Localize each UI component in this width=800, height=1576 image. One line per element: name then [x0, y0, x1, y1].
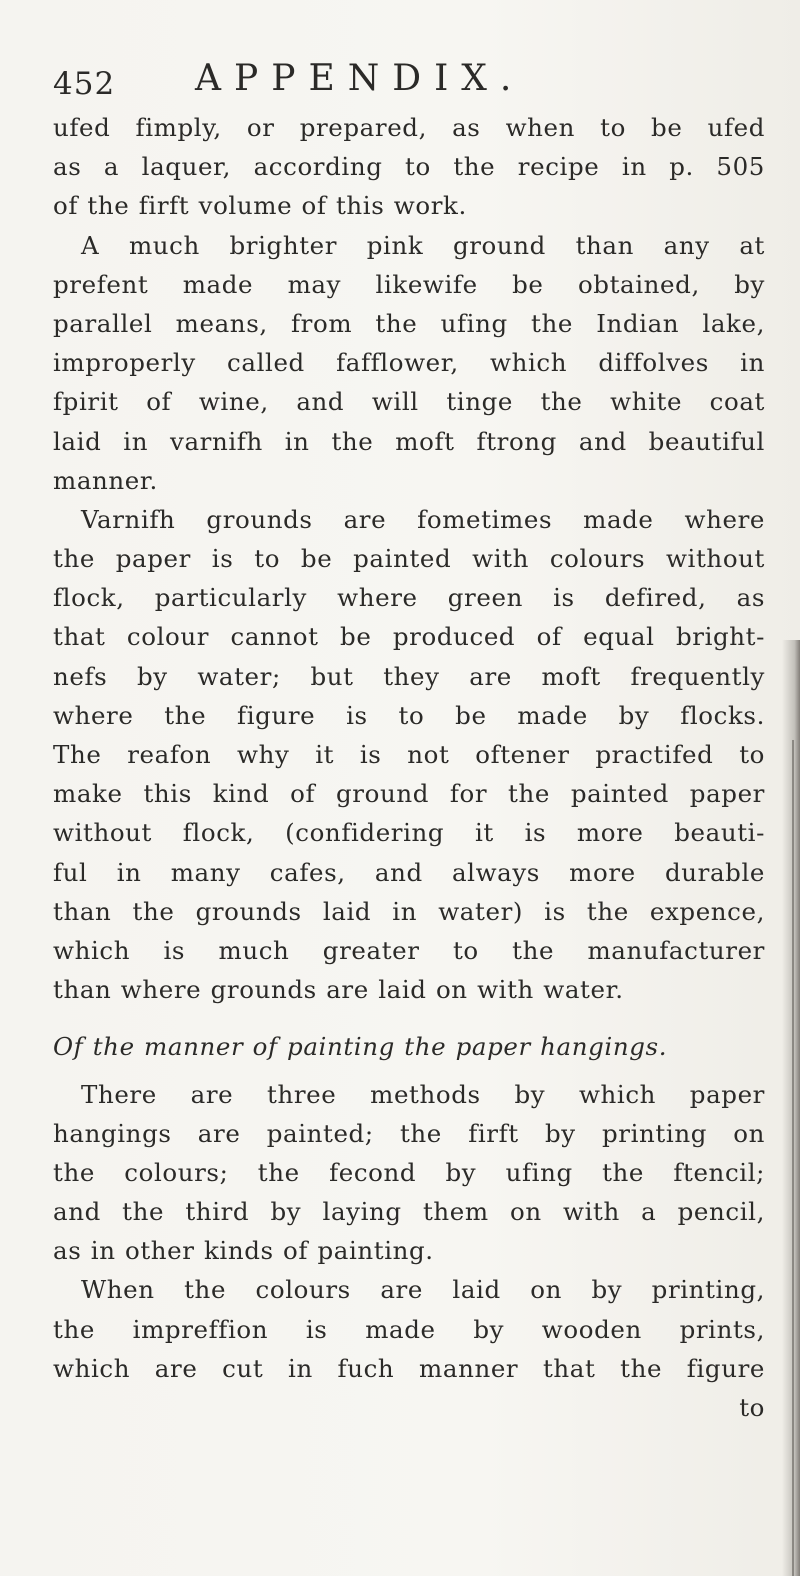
text-line: ufed fimply, or prepared, as when to be ufed: [53, 113, 765, 142]
text-line: as in other kinds of painting.: [53, 1236, 434, 1266]
text-line: the colours; the fecond by ufing the ftencil;: [53, 1157, 765, 1187]
text-line: and the third by laying them on with a pencil,: [53, 1197, 765, 1227]
page-edge-shadow: [782, 640, 800, 1576]
text-line: There are three methods by which paper: [81, 1079, 765, 1109]
text-line: prefent made may likewife be obtained, by: [53, 269, 765, 299]
body-text: [53, 108, 765, 1427]
text-line: than where grounds are laid on with water.: [53, 975, 624, 1005]
text-line: that colour cannot be produced of equal bright-: [53, 622, 765, 652]
text-line: Varnifh grounds are fometimes made where: [81, 504, 765, 534]
text-line: manner.: [53, 465, 158, 495]
text-line: the paper is to be painted with colours without: [53, 544, 765, 574]
text-line: laid in varnifh in the moft ftrong and beautiful: [53, 426, 765, 456]
text-line: which is much greater to the manufacturer: [53, 935, 765, 965]
text-line: without flock, (confidering it is more beauti-: [53, 818, 765, 848]
text-line: parallel means, from the ufing the Indian lake,: [53, 308, 765, 338]
text-line: improperly called fafflower, which diffolves in: [53, 348, 765, 378]
text-line: where the figure is to be made by flocks.: [53, 700, 765, 730]
page-number: 452: [53, 66, 116, 102]
text-line: make this kind of ground for the painted paper: [53, 779, 765, 809]
text-line: When the colours are laid on by printing,: [81, 1275, 765, 1305]
text-line: flock, particularly where green is defired, as: [53, 583, 765, 613]
page-header: [53, 52, 753, 112]
section-subheading: Of the manner of painting the paper hangings.: [53, 1032, 668, 1062]
text-line: A much brighter pink ground than any at: [81, 230, 765, 260]
text-line: nefs by water; but they are moft frequently: [53, 661, 765, 691]
text-line: hangings are painted; the firft by printing on: [53, 1118, 765, 1148]
text-line: than the grounds laid in water) is the expence,: [53, 896, 765, 926]
page-edge-line: [792, 740, 794, 1576]
text-line: as a laquer, according to the recipe in p. 505: [53, 152, 765, 182]
text-line: the impreffion is made by wooden prints,: [53, 1314, 765, 1344]
running-head: APPENDIX.: [195, 58, 525, 99]
text-line: of the firft volume of this work.: [53, 191, 467, 221]
catchword: to: [739, 1393, 765, 1422]
text-line: ful in many cafes, and always more durable: [53, 857, 765, 887]
text-line: which are cut in fuch manner that the figure: [53, 1353, 765, 1383]
text-line: fpirit of wine, and will tinge the white coat: [53, 387, 765, 417]
text-line: The reafon why it is not oftener practifed to: [53, 740, 765, 769]
